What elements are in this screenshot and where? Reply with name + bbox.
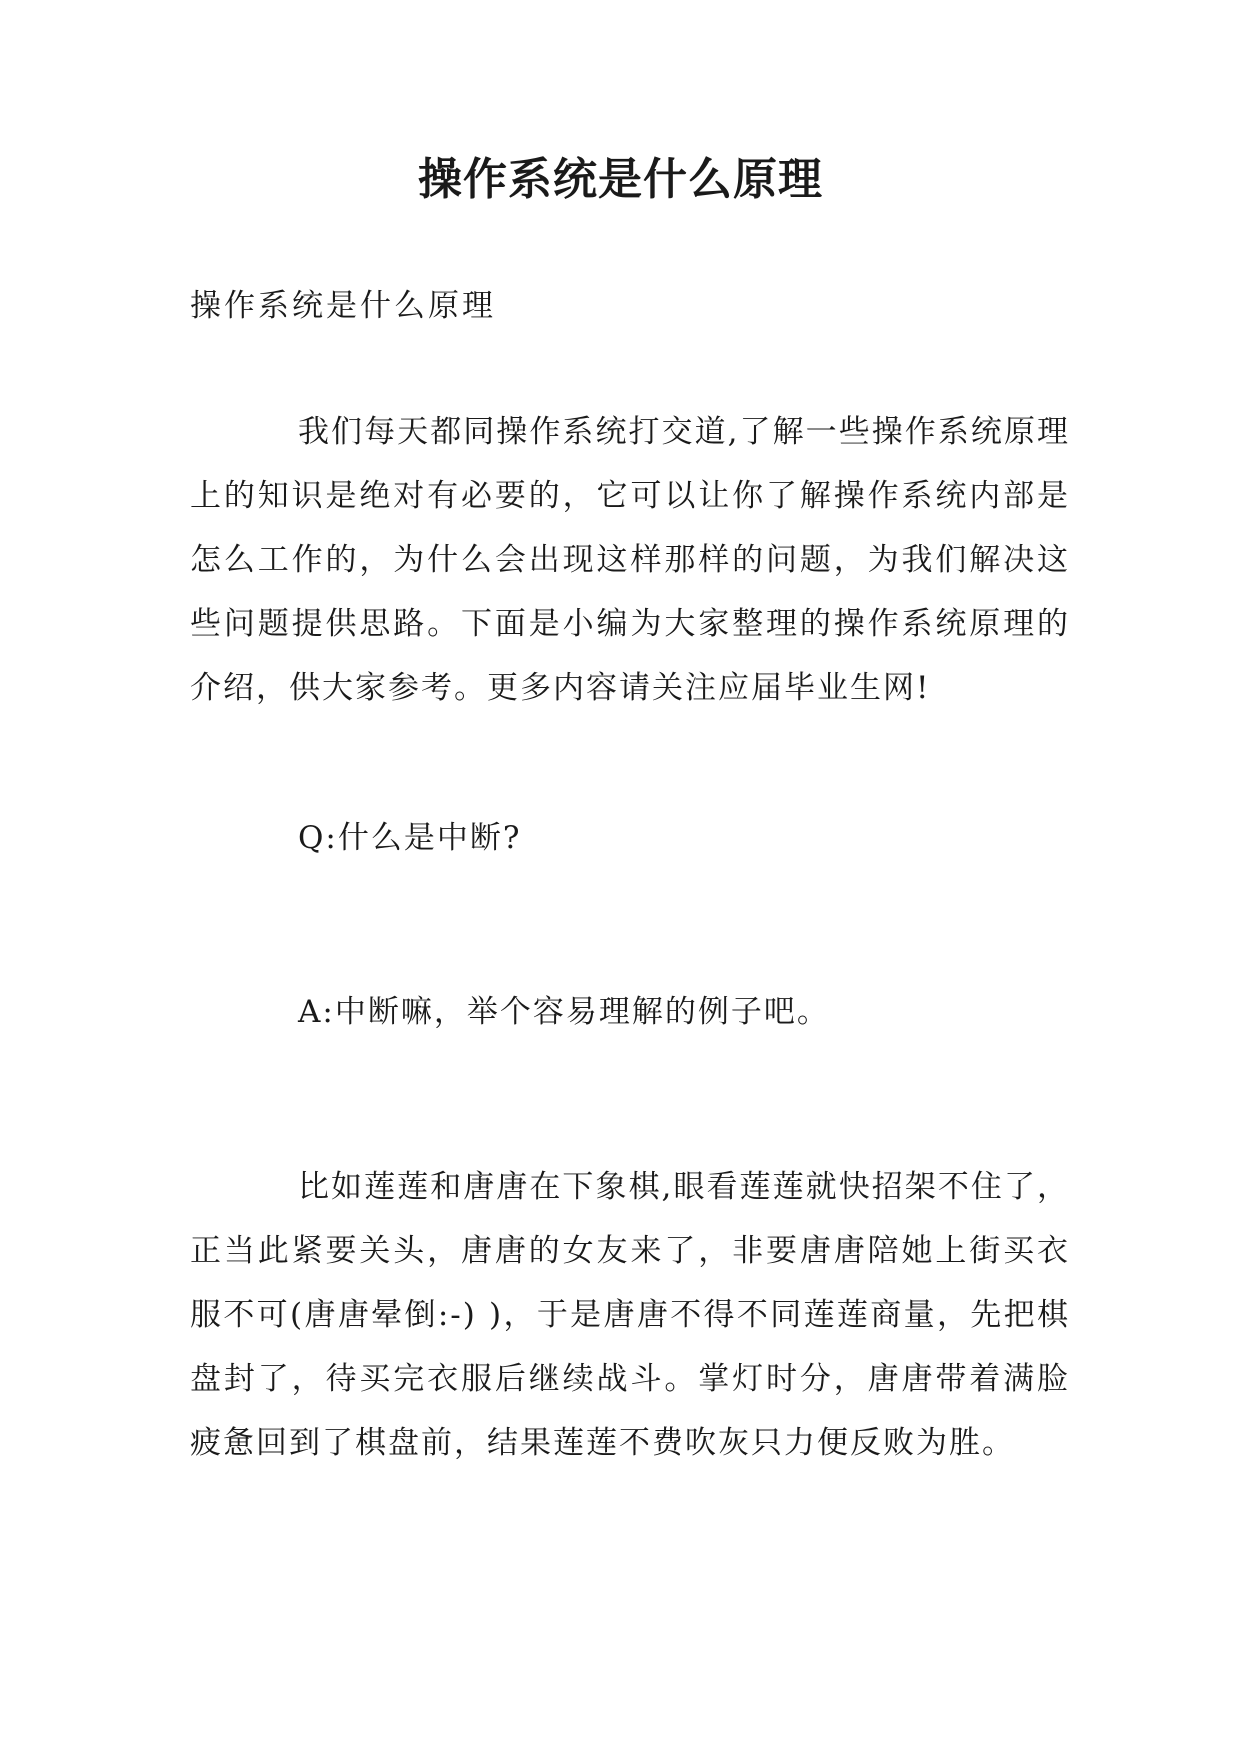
answer-paragraph: A:中断嘛，举个容易理解的例子吧。 <box>298 994 830 1030</box>
document-title: 操作系统是什么原理 <box>418 154 823 205</box>
document-subtitle: 操作系统是什么原理 <box>190 288 496 324</box>
example-paragraph: 比如莲莲和唐唐在下象棋,眼看莲莲就快招架不住了，正当此紧要关头，唐唐的女友来了，非要唐唐陪她上街买衣服不可(唐唐晕倒:-) )，于是唐唐不得不同莲莲商量，先把棋盘封了，待买完衣服后继续战斗。掌灯时分，唐唐带着满脸疲惫回到了棋盘前，结果莲莲不费吹灰只力便反败为胜。 <box>190 1169 1070 1461</box>
intro-paragraph: 我们每天都同操作系统打交道,了解一些操作系统原理上的知识是绝对有必要的，它可以让你了解操作系统内部是怎么工作的，为什么会出现这样那样的问题，为我们解决这些问题提供思路。下面是小编为大家整理的操作系统原理的介绍，供大家参考。更多内容请关注应届毕业生网! <box>190 414 1070 706</box>
question-paragraph: Q:什么是中断? <box>298 820 522 856</box>
